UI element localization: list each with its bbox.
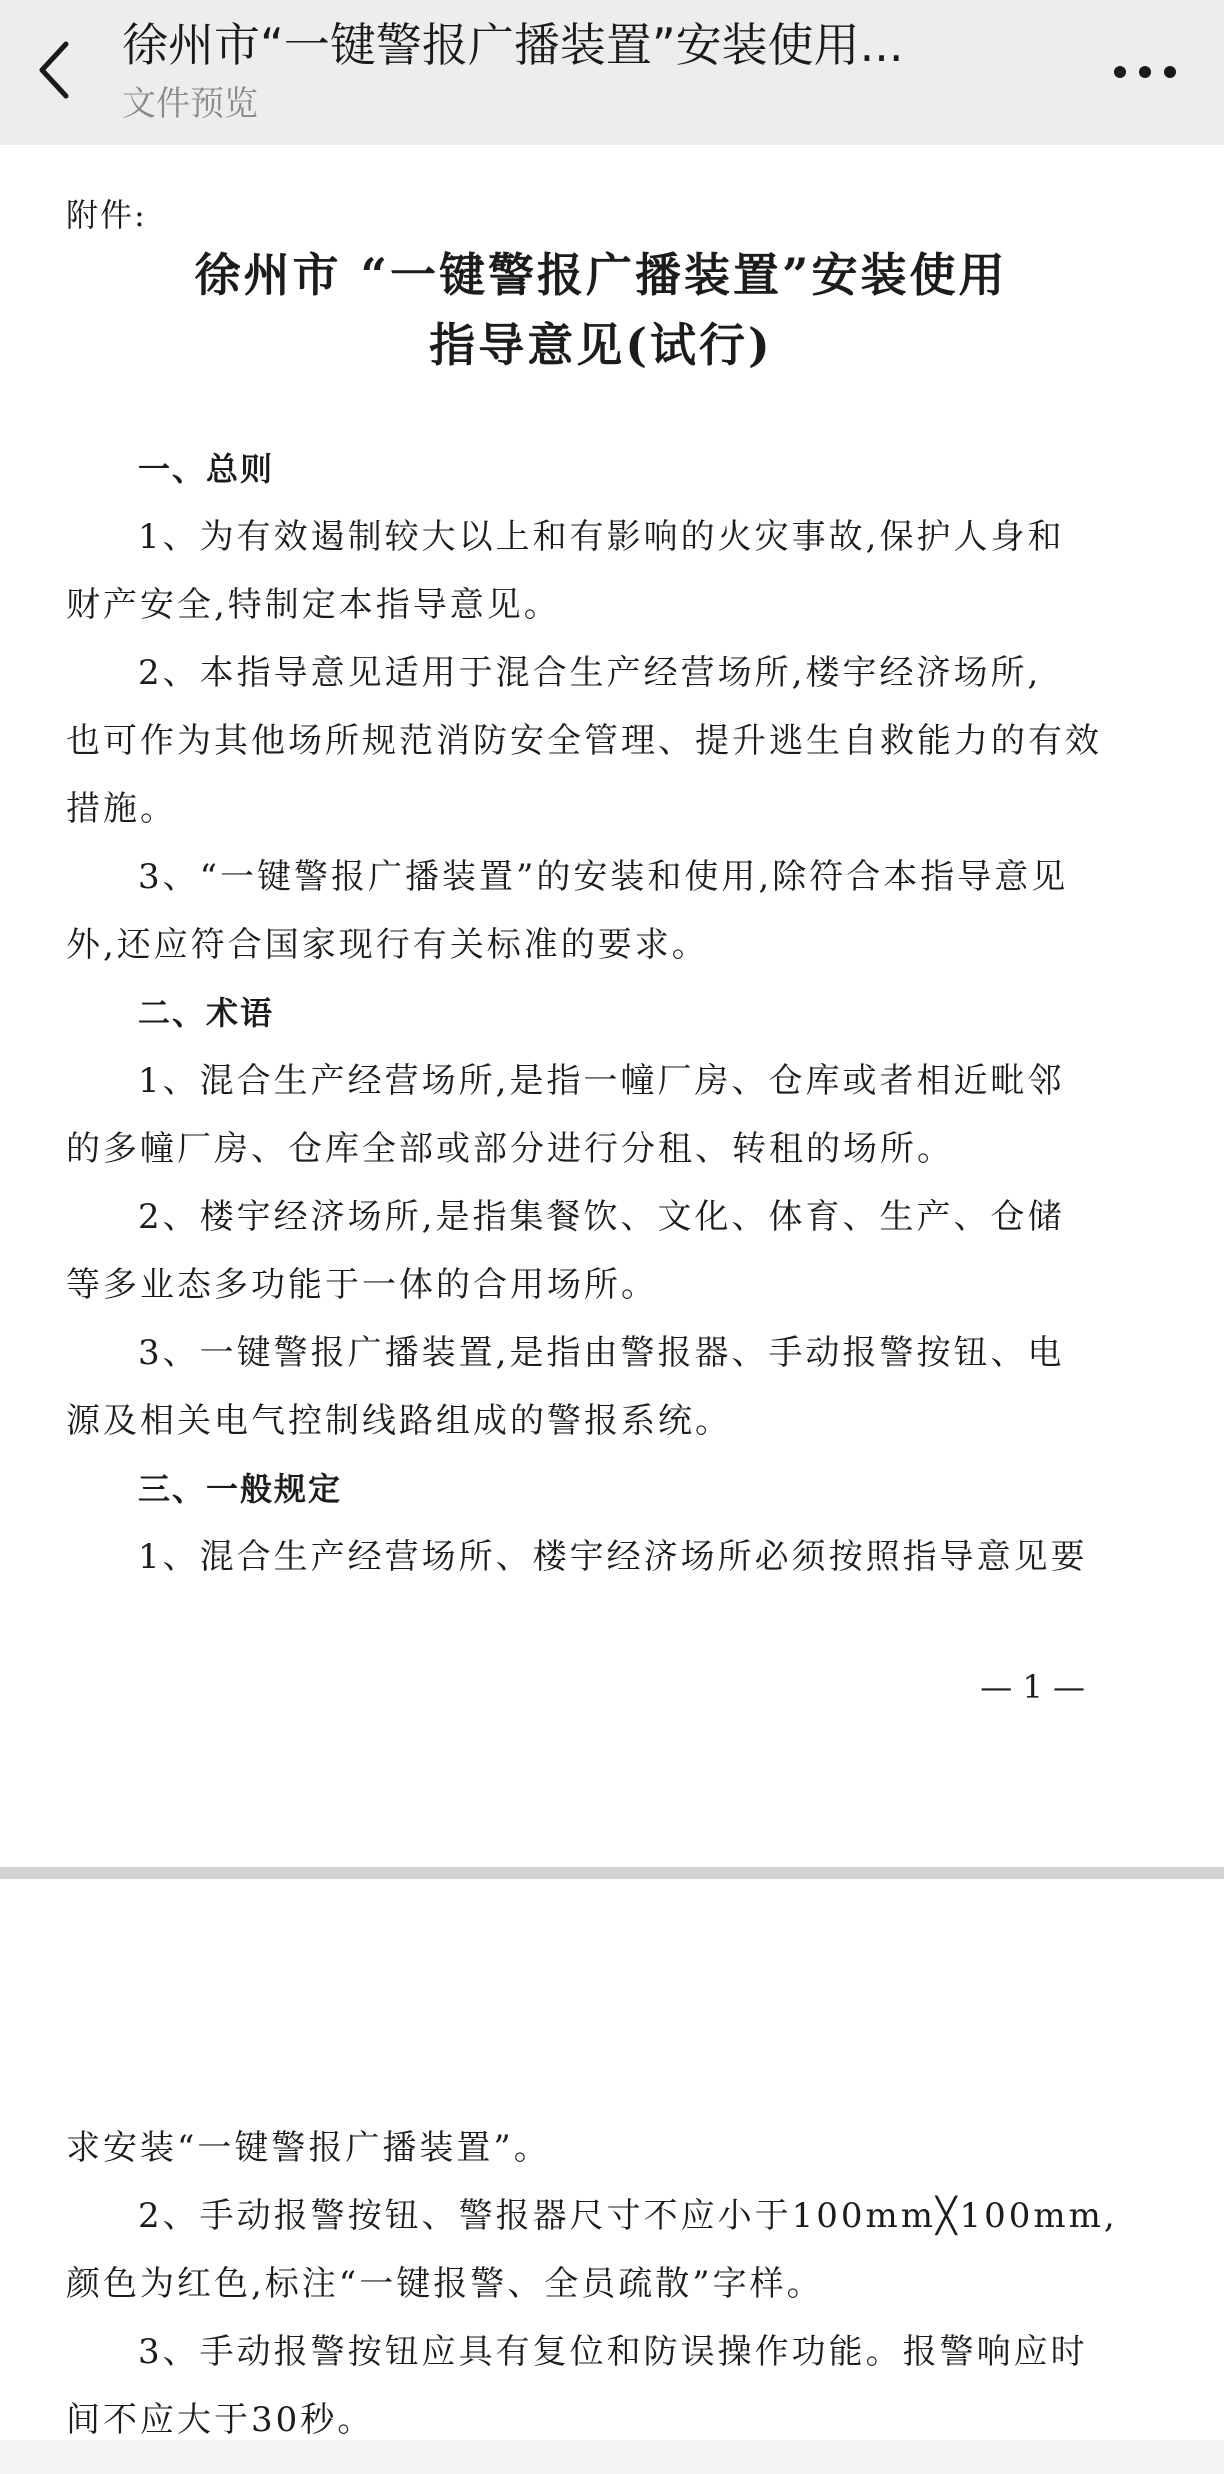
paragraph-line: 颜色为红色,标注“一键报警、全员疏散”字样。 — [66, 2264, 824, 2304]
paragraph-line: 2、手动报警按钮、警报器尺寸不应小于100mm╳100mm, — [138, 2196, 1118, 2236]
section-heading: 二、术语 — [138, 994, 275, 1032]
back-button[interactable] — [28, 30, 88, 110]
paragraph-line: 财产安全,特制定本指导意见。 — [66, 585, 561, 625]
document-title: 徐州市“一键警报广播装置”安装使用... — [122, 18, 904, 72]
page-number: — 1 — — [980, 1668, 1085, 1706]
more-dots-icon — [1100, 42, 1190, 102]
paragraph-line: 求安装“一键警报广播装置”。 — [66, 2128, 551, 2168]
more-button[interactable] — [1100, 42, 1190, 102]
paragraph-line: 措施。 — [66, 789, 177, 829]
paragraph-line: 2、楼宇经济场所,是指集餐饮、文化、体育、生产、仓储 — [138, 1197, 1065, 1237]
paragraph-line: 的多幢厂房、仓库全部或部分进行分租、转租的场所。 — [66, 1129, 954, 1169]
page-title — [66, 240, 1136, 380]
paragraph-line: 1、为有效遏制较大以上和有影响的火灾事故,保护人身和 — [138, 517, 1065, 557]
paragraph-line: 等多业态多功能于一体的合用场所。 — [66, 1265, 658, 1305]
home-indicator-area — [0, 2440, 1224, 2474]
paragraph-line: 3、手动报警按钮应具有复位和防误操作功能。报警响应时 — [138, 2332, 1088, 2372]
paragraph-line: 1、混合生产经营场所,是指一幢厂房、仓库或者相近毗邻 — [138, 1061, 1065, 1101]
paragraph-line: 1、混合生产经营场所、楼宇经济场所必须按照指导意见要 — [138, 1537, 1088, 1577]
paragraph-line: 2、本指导意见适用于混合生产经营场所,楼宇经济场所, — [138, 653, 1042, 693]
paragraph-line: 间不应大于30秒。 — [66, 2400, 375, 2440]
document-page-2 — [0, 1879, 1224, 2474]
document-subtitle: 文件预览 — [122, 84, 258, 124]
paragraph-line: 3、一键警报广播装置,是指由警报器、手动报警按钮、电 — [138, 1333, 1065, 1373]
page-separator — [0, 1867, 1224, 1879]
page-title-line-1: 徐州市 “一键警报广播装置”安装使用 — [194, 248, 1008, 302]
page-title-line-2: 指导意见(试行) — [429, 318, 773, 372]
document-body — [66, 435, 1102, 1591]
paragraph-line: 也可作为其他场所规范消防安全管理、提升逃生自救能力的有效 — [66, 721, 1102, 761]
attachment-label: 附件: — [66, 196, 147, 234]
chevron-left-icon — [28, 30, 88, 110]
paragraph-line: 外,还应符合国家现行有关标准的要求。 — [66, 925, 709, 965]
section-heading: 一、总则 — [138, 450, 275, 488]
paragraph-line: 3、“一键警报广播装置”的安装和使用,除符合本指导意见 — [138, 857, 1069, 897]
top-bar — [0, 0, 1224, 145]
section-heading: 三、一般规定 — [138, 1470, 343, 1508]
document-body — [66, 2114, 1118, 2454]
paragraph-line: 源及相关电气控制线路组成的警报系统。 — [66, 1401, 732, 1441]
document-page-1 — [0, 145, 1224, 1867]
